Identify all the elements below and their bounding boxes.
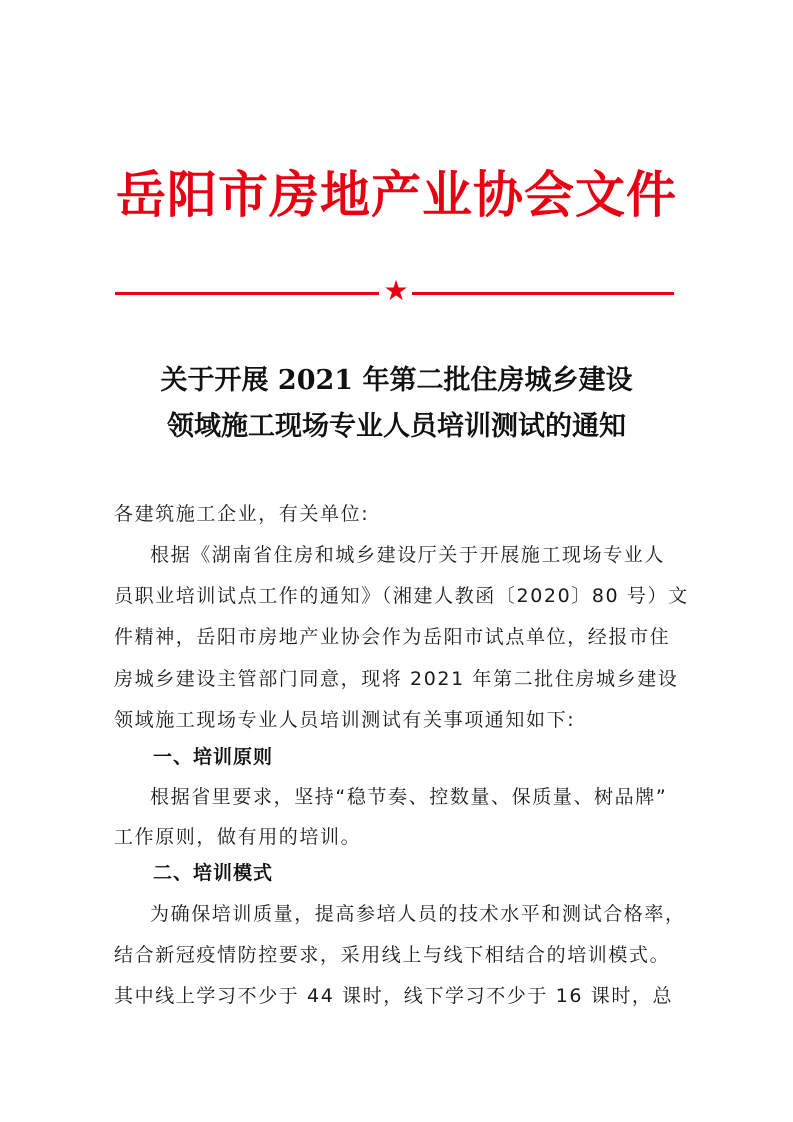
- red-divider-left: [115, 292, 379, 295]
- paragraph-line: 领域施工现场专业人员培训测试有关事项通知如下:: [114, 709, 576, 731]
- paragraph-line: 件精神，岳阳市房地产业协会作为岳阳市试点单位，经报市住: [114, 626, 671, 648]
- paragraph-line: 房城乡建设主管部门同意，现将 2021 年第二批住房城乡建设: [114, 668, 679, 690]
- document-header-title: 岳阳市房地产业协会文件: [116, 165, 677, 224]
- paragraph-line: 工作原则，做有用的培训。: [114, 826, 362, 848]
- notice-title-line-2: 领域施工现场专业人员培训测试的通知: [167, 411, 626, 442]
- section-heading-training-mode: 二、培训模式: [153, 862, 274, 884]
- notice-title-line-1: 关于开展 2021 年第二批住房城乡建设: [160, 365, 633, 396]
- salutation: 各建筑施工企业，有关单位:: [114, 503, 370, 525]
- paragraph-line: 其中线上学习不少于 44 课时，线下学习不少于 16 课时，总: [114, 985, 674, 1007]
- paragraph-line: 根据《湖南省住房和城乡建设厅关于开展施工现场专业人: [150, 544, 666, 566]
- paragraph-line: 结合新冠疫情防控要求，采用线上与线下相结合的培训模式。: [114, 944, 671, 966]
- paragraph-line: 为确保培训质量，提高参培人员的技术水平和测试合格率，: [150, 903, 686, 925]
- paragraph-line: 根据省里要求，坚持“稳节奏、控数量、保质量、树品牌”: [150, 786, 668, 808]
- red-divider-right: [412, 292, 674, 295]
- paragraph-line: 员职业培训试点工作的通知》（湘建人教函〔2020〕80 号）文: [114, 585, 689, 607]
- section-heading-training-principles: 一、培训原则: [153, 746, 274, 768]
- star-icon: ★: [383, 274, 409, 307]
